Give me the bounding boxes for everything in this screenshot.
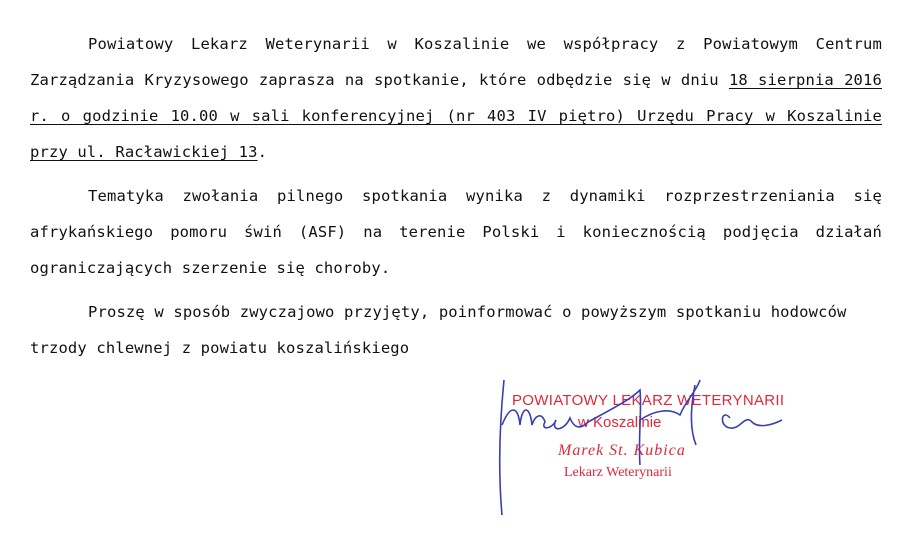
handwritten-signature xyxy=(490,370,810,520)
stamp-title: POWIATOWY LEKARZ WETERYNARII xyxy=(512,392,785,409)
stamp-role: Lekarz Weterynarii xyxy=(564,465,672,480)
topic-text: Tematyka zwołania pilnego spotkania wynika z dynamiki rozprzestrzeniania się afrykańskiego pomoru świń (ASF) na terenie Polski i koniecznością podjęcia działań ograniczających szerzenie się choroby. xyxy=(30,187,882,277)
invitation-end: . xyxy=(257,143,268,161)
paragraph-request xyxy=(30,294,882,366)
request-text: Proszę w sposób zwyczajowo przyjęty, poinformować o powyższym spotkaniu hodowców trzody chlewnej z powiatu koszalińskiego xyxy=(30,303,847,357)
invitation-text: Powiatowy Lekarz Weterynarii w Koszalinie we współpracy z Powiatowym Centrum Zarządzania Kryzysowego zaprasza na spotkanie, które odbędzie się w dniu xyxy=(30,35,882,89)
letter-body xyxy=(30,26,882,374)
paragraph-invitation xyxy=(30,26,882,170)
meeting-details: 18 sierpnia 2016 r. o godzinie 10.00 w sali konferencyjnej (nr 403 IV piętro) Urzędu Pracy w Koszalinie przy ul. Racławickiej 13 xyxy=(30,71,882,161)
paragraph-topic xyxy=(30,178,882,286)
stamp-city: w Koszalinie xyxy=(578,414,662,431)
stamp-name: Marek St. Kubica xyxy=(558,442,686,459)
official-stamp xyxy=(490,370,810,520)
